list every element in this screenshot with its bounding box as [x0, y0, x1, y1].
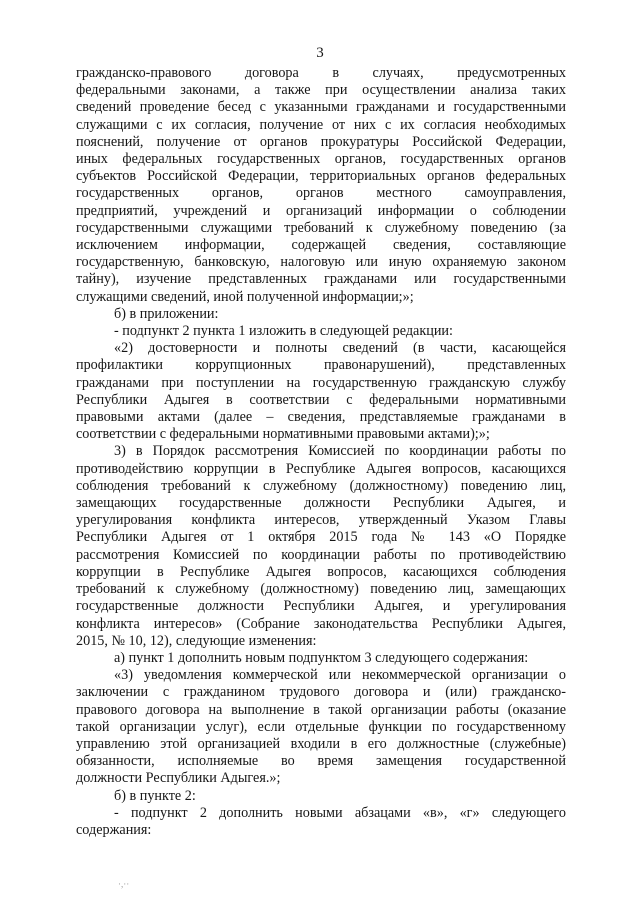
- text-line: государственные должности Республики Адыгея, и урегулирования: [76, 598, 566, 615]
- scan-speck: ·,··: [118, 879, 130, 889]
- text-line: противодействию коррупции в Республике Адыгея вопросов, касающихся: [76, 460, 566, 477]
- text-line: замещающих государственные должности Республики Адыгея, и: [76, 495, 566, 512]
- text-line: обязанности, исполняемые во время замещения государственной: [76, 753, 566, 770]
- text-line: соблюдения требований к служебному (должностному) поведению лиц,: [76, 477, 566, 494]
- text-line: коррупции в Республике Адыгея вопросов, касающихся соблюдения: [76, 563, 566, 580]
- text-line: служащими с их согласия, получение от них с их согласия необходимых: [76, 116, 566, 133]
- text-line: 2015, № 10, 12), следующие изменения:: [76, 632, 317, 649]
- text-line: пояснений, получение от органов прокуратуры Российской Федерации,: [76, 133, 566, 150]
- text-line: «2) достоверности и полноты сведений (в части, касающейся: [114, 340, 566, 357]
- text-line: правового договора на выполнение в такой организации работы (оказание: [76, 701, 566, 718]
- text-line: Республики Адыгея в соответствии с федеральными нормативными: [76, 391, 566, 408]
- text-line: государственных органов, органов местного самоуправления,: [76, 185, 566, 202]
- text-line: - подпункт 2 пункта 1 изложить в следующей редакции:: [114, 323, 453, 340]
- text-line: такой организации услуг), если отдельные функции по государственному: [76, 718, 566, 735]
- text-line: Республики Адыгея от 1 октября 2015 года № 143 «О Порядке: [76, 529, 566, 546]
- text-line: иных федеральных государственных органов, государственных органов: [76, 151, 566, 168]
- text-line: предприятий, учреждений и организаций информации о соблюдении: [76, 202, 566, 219]
- text-line: рассмотрения Комиссией по координации работы по противодействию: [76, 546, 566, 563]
- text-line: гражданско-правового договора в случаях, предусмотренных: [76, 65, 566, 81]
- text-line: б) в пункте 2:: [114, 787, 196, 804]
- text-line: б) в приложении:: [114, 305, 219, 322]
- text-line: конфликта интересов» (Собрание законодательства Республики Адыгея,: [76, 615, 566, 632]
- text-line: заключении с гражданином трудового договора и (или) гражданско-: [76, 684, 566, 701]
- text-line: субъектов Российской Федерации, территориальных органов федеральных: [76, 168, 566, 185]
- text-line: - подпункт 2 дополнить новыми абзацами «в», «г» следующего: [114, 804, 566, 821]
- text-line: а) пункт 1 дополнить новым подпунктом 3 следующего содержания:: [114, 649, 529, 666]
- text-line: должности Республики Адыгея.»;: [76, 770, 281, 787]
- text-line: «3) уведомления коммерческой или некоммерческой организации о: [114, 667, 566, 684]
- text-line: государственными служащими требований к служебному поведению (за: [76, 219, 566, 236]
- text-line: 3) в Порядок рассмотрения Комиссией по координации работы по: [114, 443, 566, 460]
- text-line: сведений проведение бесед с указанными гражданами и государственными: [76, 99, 566, 116]
- text-line: федеральными законами, а также при осуществлении анализа таких: [76, 82, 566, 99]
- text-line: урегулирования конфликта интересов, утвержденный Указом Главы: [76, 512, 566, 529]
- text-line: требований к служебному (должностному) поведению лиц, замещающих: [76, 581, 566, 598]
- document-body: [76, 65, 566, 839]
- text-line: соответствии с федеральными нормативными правовыми актами);»;: [76, 426, 490, 443]
- text-line: содержания:: [76, 821, 152, 838]
- text-line: управлению этой организацией входили в его должностные (служебные): [76, 735, 566, 752]
- text-line: государственную, банковскую, налоговую или иную охраняемую законом: [76, 254, 566, 271]
- text-line: тайну), изучение представленных гражданами или государственными: [76, 271, 566, 288]
- text-line: правовыми актами (далее – сведения, представляемые гражданами в: [76, 409, 566, 426]
- text-line: профилактики коррупционных правонарушений), представленных: [76, 357, 566, 374]
- text-line: исключением информации, содержащей сведения, составляющие: [76, 237, 566, 254]
- text-line: служащими сведений, иной полученной информации;»;: [76, 288, 414, 305]
- text-line: гражданами при поступлении на государственную гражданскую службу: [76, 374, 566, 391]
- page-number: 3: [316, 45, 324, 61]
